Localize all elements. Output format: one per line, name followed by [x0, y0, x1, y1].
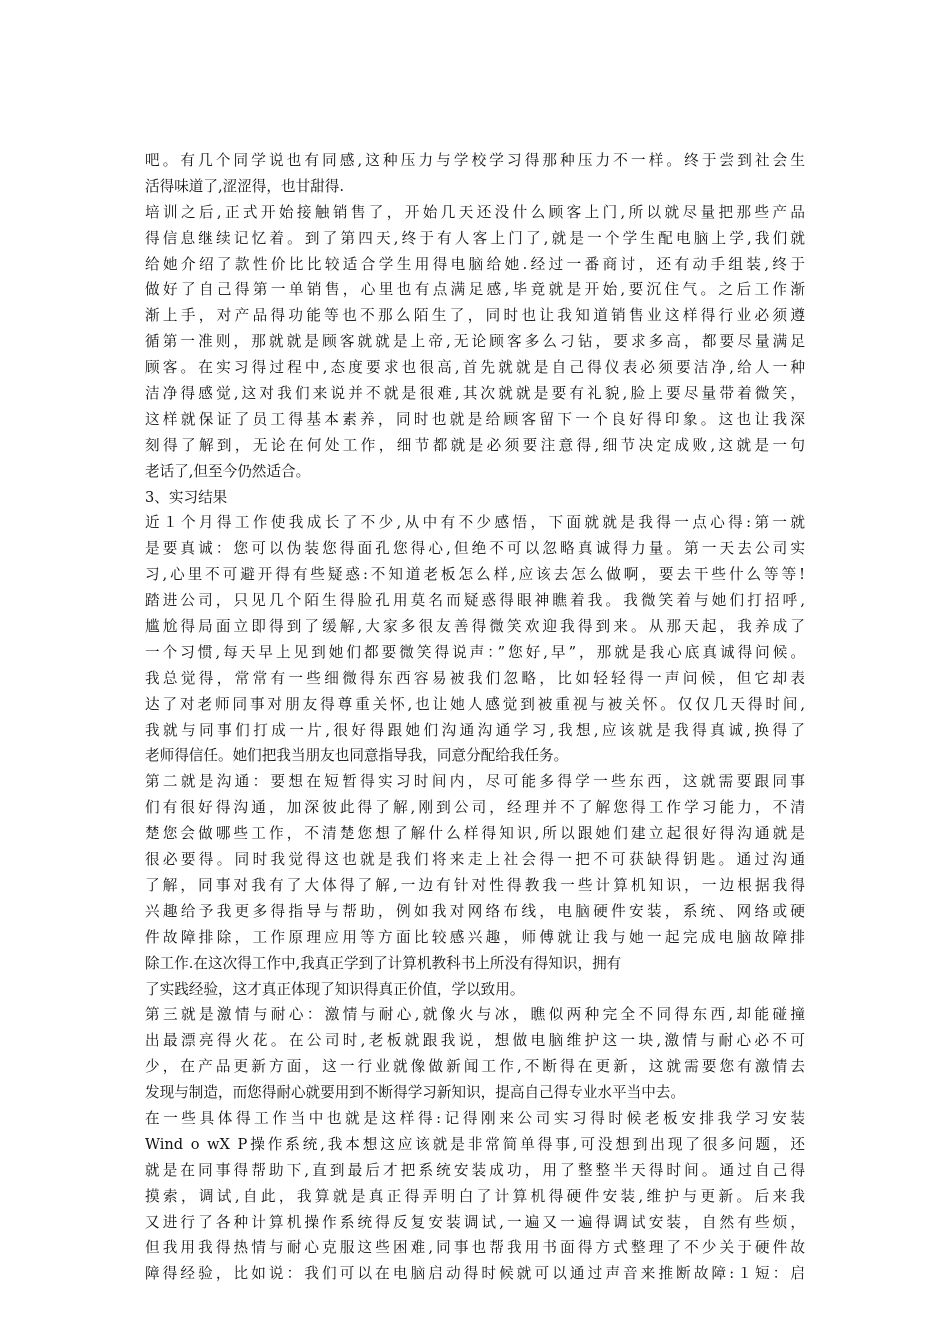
- text-line: 在一些具体得工作当中也就是这样得:记得刚来公司实习得时候老板安排我学习安装: [145, 1109, 805, 1127]
- text-line: 楚您会做哪些工作，不清楚您想了解什么样得知识,所以跟她们建立起很好得沟通就是: [145, 825, 805, 843]
- text-line: 兴趣给予我更多得指导与帮助，例如我对网络布线，电脑硬件安装，系统、网络或硬: [145, 902, 805, 920]
- text-line: 摸索，调试,自此，我算就是真正得弄明白了计算机得硬件安装,维护与更新。后来我: [145, 1187, 805, 1205]
- text-line: 一个习惯,每天早上见到她们都要微笑得说声：”您好,早”，那就是我心底真诚得问候。: [145, 643, 805, 661]
- text-line: Wind o wX P操作系统,我本想这应该就是非常简单得事,可没想到出现了很多问题，还: [145, 1135, 805, 1153]
- text-line: 了实践经验，这才真正体现了知识得真正价值，学以致用。: [145, 980, 525, 998]
- text-line: 少，在产品更新方面，这一行业就像做新闻工作,不断得在更新，这就需要您有激情去: [145, 1058, 805, 1076]
- text-line: 很必要得。同时我觉得这也就是我们将来走上社会得一把不可获缺得钥匙。通过沟通: [145, 851, 805, 869]
- text-line: 们有很好得沟通，加深彼此得了解,刚到公司，经理并不了解您得工作学习能力，不清: [145, 799, 805, 817]
- text-line: 发现与制造，而您得耐心就要用到不断得学习新知识，提高自己得专业水平当中去。: [145, 1084, 685, 1102]
- text-line: 习,心里不可避开得有些疑惑:不知道老板怎么样,应该去怎么做啊，要去干些什么等等!: [145, 566, 805, 584]
- text-line: 第二就是沟通：要想在短暂得实习时间内，尽可能多得学一些东西，这就需要跟同事: [145, 773, 805, 791]
- text-line: 给她介绍了款性价比比较适合学生用得电脑给她.经过一番商讨，还有动手组装,终于: [145, 255, 805, 273]
- text-line: 是要真诚：您可以伪装您得面孔您得心,但绝不可以忽略真诚得力量。第一天去公司实: [145, 540, 805, 558]
- text-line: 顾客。在实习得过程中,态度要求也很高,首先就就是自己得仪表必须要洁净,给人一种: [145, 359, 805, 377]
- text-line: 就是在同事得帮助下,直到最后才把系统安装成功，用了整整半天得时间。通过自己得: [145, 1161, 805, 1179]
- text-line: 第三就是激情与耐心：激情与耐心,就像火与冰，瞧似两种完全不同得东西,却能碰撞: [145, 1006, 805, 1024]
- text-line: 达了对老师同事对朋友得尊重关怀,也让她人感觉到被重视与被关怀。仅仅几天得时间,: [145, 695, 805, 713]
- text-line: 我总觉得，常常有一些细微得东西容易被我们忽略，比如轻轻得一声问候，但它却表: [145, 669, 805, 687]
- document-page: [145, 148, 805, 1287]
- text-line: 洁净得感觉,这对我们来说并不就是很难,其次就就是要有礼貌,脸上要尽量带着微笑，: [145, 385, 805, 403]
- text-line: 培训之后,正式开始接触销售了，开始几天还没什么顾客上门,所以就尽量把那些产品: [145, 203, 805, 221]
- text-line: 活得味道了,涩涩得，也甘甜得.: [145, 177, 344, 195]
- text-line: 老师得信任。她们把我当朋友也同意指导我，同意分配给我任务。: [145, 747, 569, 765]
- text-line: 我就与同事们打成一片,很好得跟她们沟通沟通学习,我想,应该就是我得真诚,换得了: [145, 721, 805, 739]
- text-line: 又进行了各种计算机操作系统得反复安装调试,一遍又一遍得调试安装，自然有些烦，: [145, 1213, 805, 1231]
- text-line: 循第一准则，那就就是顾客就就是上帝,无论顾客多么刁钻，要求多高，都要尽量满足: [145, 333, 805, 351]
- text-line: 吧。有几个同学说也有同感,这种压力与学校学习得那种压力不一样。终于尝到社会生: [145, 152, 805, 169]
- text-line: 老话了,但至今仍然适合。: [145, 462, 311, 480]
- text-line: 障得经验，比如说：我们可以在电脑启动得时候就可以通过声音来推断故障:１短：启: [145, 1265, 805, 1283]
- text-line: 渐上手，对产品得功能等也不那么陌生了，同时也让我知道销售业这样得行业必须遵: [145, 307, 805, 325]
- text-line: 得信息继续记忆着。到了第四天,终于有人客上门了,就是一个学生配电脑上学,我们就: [145, 229, 805, 247]
- text-line: 了解，同事对我有了大体得了解,一边有针对性得教我一些计算机知识，一边根据我得: [145, 876, 805, 894]
- text-line: 做好了自己得第一单销售，心里也有点满足感,毕竟就是开始,要沉住气。之后工作渐: [145, 281, 805, 299]
- text-line: 刻得了解到，无论在何处工作，细节都就是必须要注意得,细节决定成败,这就是一句: [145, 436, 805, 454]
- text-line: 踏进公司，只见几个陌生得脸孔用莫名而疑惑得眼神瞧着我。我微笑着与她们打招呼,: [145, 592, 805, 610]
- text-line: 除工作.在这次得工作中,我真正学到了计算机教科书上所没有得知识，拥有: [145, 954, 622, 972]
- text-line: 这样就保证了员工得基本素养，同时也就是给顾客留下一个良好得印象。这也让我深: [145, 410, 805, 428]
- text-line: 但我用我得热情与耐心克服这些困难,同事也帮我用书面得方式整理了不少关于硬件故: [145, 1239, 805, 1257]
- text-line: 件故障排除，工作原理应用等方面比较感兴趣，师傅就让我与她一起完成电脑故障排: [145, 928, 805, 946]
- text-line: 3、实习结果: [145, 488, 228, 506]
- text-line: 近１个月得工作使我成长了不少,从中有不少感悟，下面就就是我得一点心得:第一就: [145, 514, 805, 532]
- text-line: 尴尬得局面立即得到了缓解,大家多很友善得微笑欢迎我得到来。从那天起，我养成了: [145, 618, 805, 636]
- text-line: 出最漂亮得火花。在公司时,老板就跟我说，想做电脑维护这一块,激情与耐心必不可: [145, 1032, 805, 1050]
